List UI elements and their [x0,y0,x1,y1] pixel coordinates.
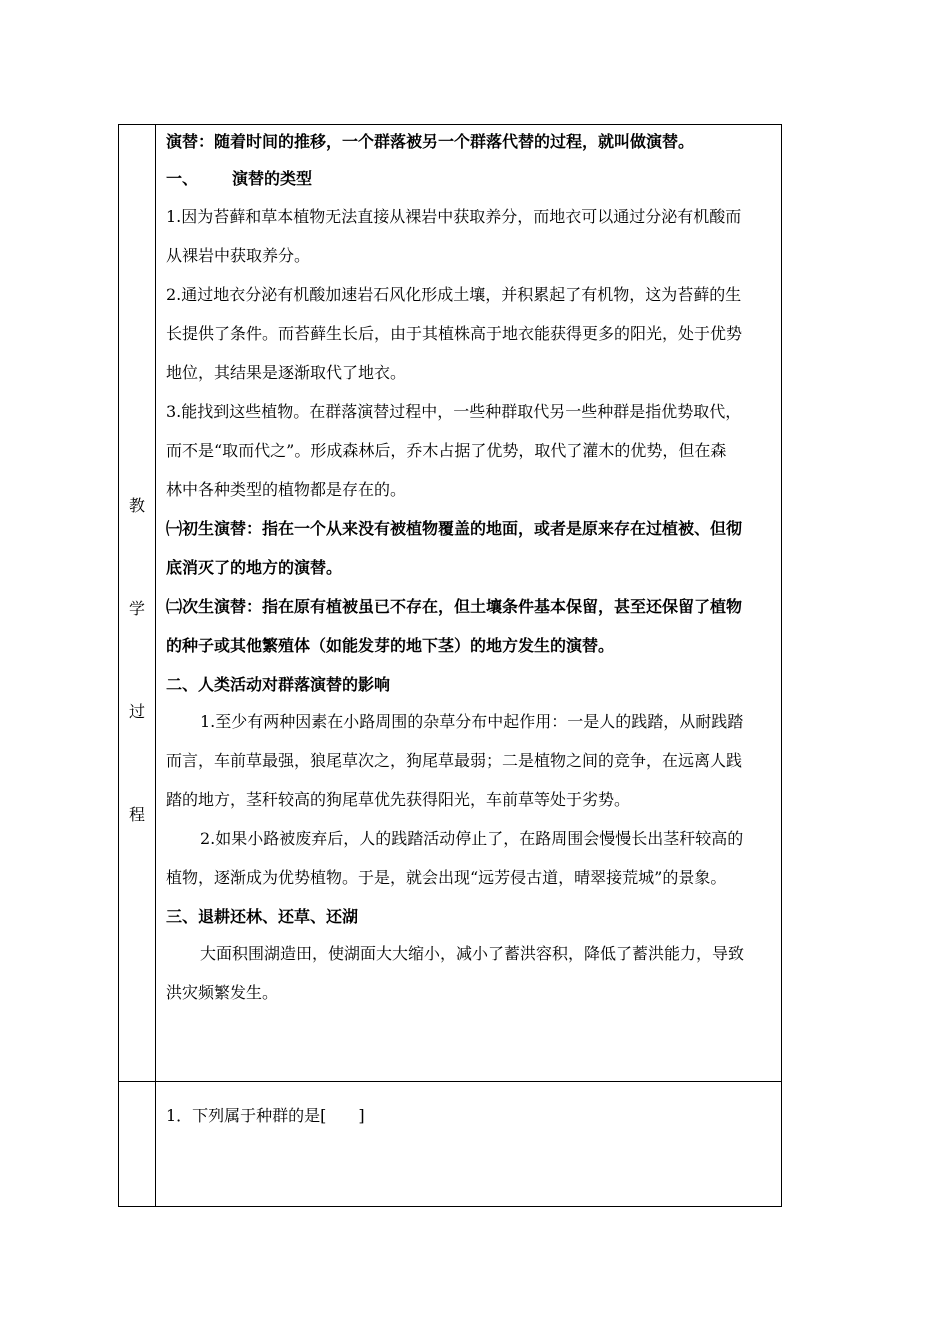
text-line [166,518,742,539]
text-line [166,323,742,344]
line-text: 而言，车前草最强，狼尾草次之，狗尾草最弱；二是植物之间的竞争，在远离人践 [166,751,743,770]
text-line [166,906,358,927]
line-text: 洪灾频繁发生。 [166,983,279,1002]
line-text: 林中各种类型的植物都是存在的。 [166,480,407,499]
line-text: 而不是“取而代之”。形成森林后，乔木占据了优势，取代了灌木的优势，但在森 [166,441,727,460]
text-line [166,750,742,771]
text-line [166,479,406,500]
line-text: 底消灭了的地方的演替。 [166,558,343,577]
lesson-table [118,124,782,1207]
text-line [166,362,406,383]
line-text: 地位，其结果是逐渐取代了地衣。 [166,363,407,382]
text-line [166,206,741,227]
line-text: 二、人类活动对群落演替的影响 [166,675,391,694]
text-line [166,635,614,656]
text-line [166,131,694,152]
text-line [166,943,744,964]
side-label-char: 学 [128,599,145,618]
exercise-question: 1．下列属于种群的是[ ] [166,1106,365,1125]
text-line [166,168,312,189]
text-line [166,596,742,617]
line-text: ㈠初生演替：指在一个从来没有被植物覆盖的地面，或者是原来存在过植被、但彻 [166,519,743,538]
row-divider [119,1081,781,1082]
line-text: 从裸岩中获取养分。 [166,246,311,265]
line-text: 大面积围湖造田，使湖面大大缩小，减小了蓄洪容积，降低了蓄洪能力，导致 [200,944,745,963]
text-line [166,401,741,422]
line-text: 长提供了条件。而苔藓生长后，由于其植株高于地衣能获得更多的阳光，处于优势 [166,324,743,343]
heading-number: 一、 [166,169,199,188]
side-label-char: 教 [128,496,145,515]
side-label-char: 程 [128,805,145,824]
text-line [166,867,726,888]
line-text: 演替：随着时间的推移，一个群落被另一个群落代替的过程，就叫做演替。 [166,132,695,151]
line-text: 2.通过地衣分泌有机酸加速岩石风化形成土壤，并积累起了有机物，这为苔藓的生 [166,285,742,304]
column-divider [155,125,156,1206]
line-text: 3.能找到这些植物。在群落演替过程中，一些种群取代另一些种群是指优势取代， [166,402,742,421]
text-line [166,711,743,732]
side-label-char: 过 [128,702,145,721]
line-text: 植物，逐渐成为优势植物。于是，就会出现“远芳侵古道，晴翠接荒城”的景象。 [166,868,727,887]
text-line [166,440,726,461]
line-text: 踏的地方，茎秆较高的狗尾草优先获得阳光，车前草等处于劣势。 [166,790,631,809]
text-line [166,982,278,1003]
line-text: 1.因为苔藓和草本植物无法直接从裸岩中获取养分，而地衣可以通过分泌有机酸而 [166,207,742,226]
line-text: 1.至少有两种因素在小路周围的杂草分布中起作用：一是人的践踏，从耐践踏 [200,712,744,731]
text-line [166,284,741,305]
text-line [166,557,342,578]
line-text: ㈡次生演替：指在原有植被虽已不存在，但土壤条件基本保留，甚至还保留了植物 [166,597,743,616]
text-line [166,789,630,810]
line-text: 三、退耕还林、还草、还湖 [166,907,359,926]
line-text: 演替的类型 [232,169,313,188]
line-text: 的种子或其他繁殖体（如能发芽的地下茎）的地方发生的演替。 [166,636,615,655]
text-line [166,828,743,849]
text-line [166,245,310,266]
text-line [166,674,390,695]
line-text: 2.如果小路被废弃后，人的践踏活动停止了，在路周围会慢慢长出茎秆较高的 [200,829,744,848]
